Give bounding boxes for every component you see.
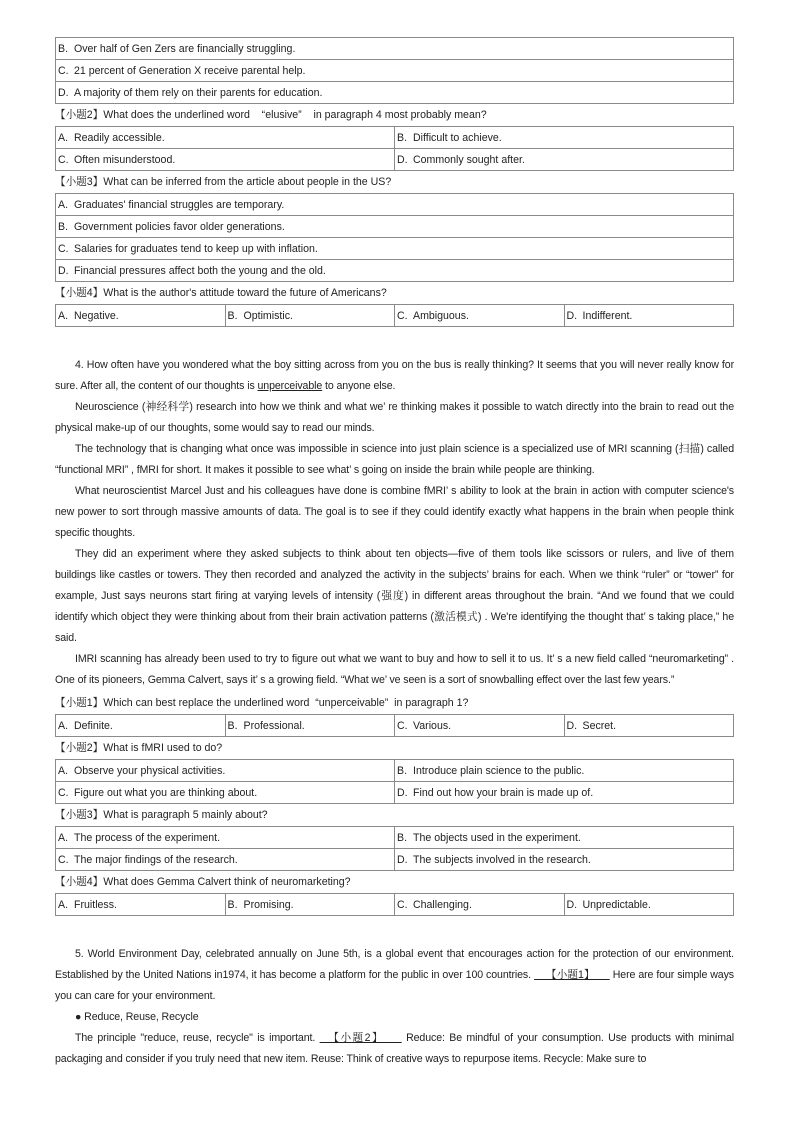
passage-paragraph [55, 1007, 734, 1028]
paragraph-text: Neuroscience (神经科学) research into how we think and what we’ re thinking makes it possible to watch directly into the brain to read out the physical make-up of our thoughts, some would say to read our minds. [55, 401, 734, 434]
question-stem: 【小题2】What is fMRI used to do? [55, 742, 223, 754]
option-text: Often misunderstood. [74, 153, 176, 166]
option-text: Fruitless. [74, 898, 117, 911]
option-cell [395, 715, 565, 737]
paragraph-text: They did an experiment where they asked subjects to think about ten objects—five of them tools like scissors or rulers, and live of them buildings like castles or towers. They then recorded and analyzed the activity in the subjects’ brains for each. When we think “ruler” or “tower” for example, Just says neurons start firing at varying levels of intensity (强度) in different areas throughout the brain. “And we found that we could identify which object they were thinking about from their brain activation patterns (激活模式) . We're identifying the thought that’ s taking place,” he said. [55, 548, 734, 644]
option-cell [56, 782, 395, 804]
option-letter: D. [566, 309, 578, 322]
option-cell [56, 760, 395, 782]
option-text: Find out how your brain is made up of. [413, 786, 594, 799]
option-text: Challenging. [413, 898, 472, 911]
options-row [56, 782, 734, 804]
paragraph-text: Reduce: Be mindful of your consumption. Use products with minimal packaging and consider if you truly need that new item. Reuse: Think of creative ways to repurpose items. Recycle: Make sure to [55, 1032, 735, 1065]
option-letter: D. [566, 898, 578, 911]
options-row [56, 849, 734, 871]
option-text: Government policies favor older generations. [74, 220, 285, 233]
option-cell [395, 149, 734, 171]
question-stem: 【小题2】What does the underlined word “elusive” in paragraph 4 most probably mean? [55, 109, 487, 121]
option-letter: B. [227, 898, 238, 911]
option-text: Graduates' financial struggles are temporary. [74, 198, 285, 211]
underlined-word: unperceivable [257, 380, 323, 392]
question-group [55, 692, 734, 916]
option-text: Financial pressures affect both the young and the old. [74, 264, 326, 277]
option-text: The subjects involved in the research. [413, 853, 591, 866]
options-row [56, 82, 734, 104]
option-text: Readily accessible. [74, 131, 165, 144]
option-text: Indifferent. [582, 309, 633, 322]
option-text: Professional. [243, 719, 305, 732]
question-group [55, 37, 734, 327]
option-letter: A. [58, 764, 69, 777]
options-table [55, 37, 734, 104]
option-letter: C. [58, 64, 69, 77]
question-stem: 【小题3】What is paragraph 5 mainly about? [55, 809, 268, 821]
passage-paragraph [55, 649, 734, 691]
option-cell [564, 305, 734, 327]
option-text: Ambiguous. [413, 309, 469, 322]
option-cell [564, 715, 734, 737]
option-text: Salaries for graduates tend to keep up with inflation. [74, 242, 318, 255]
option-letter: C. [58, 242, 69, 255]
option-cell [56, 216, 734, 238]
options-table [55, 714, 734, 737]
paragraph-text: IMRI scanning has already been used to try to figure out what we want to buy and how to sell it to us. It’ s a new field called “neuromarketing” . One of its pioneers, Gemma Calvert, says it’ s a growing field. “What we’ ve seen is a sort of snowballing effect over the last few years.” [55, 653, 734, 686]
paragraph-text: The technology that is changing what once was impossible in science into just plain science is a specialized use of MRI scanning (扫描) called “functional MRI” , fMRI for short. It makes it possible to see what’ s going on inside the brain while people are thinking. [55, 443, 734, 476]
paragraph-text: 4. How often have you wondered what the boy sitting across from you on the bus is really thinking? It seems that you will never really know for sure. After all, the content of our thoughts is [55, 359, 734, 392]
option-cell [56, 127, 395, 149]
options-table [55, 193, 734, 282]
answer-blank: 【小题1】 [533, 969, 610, 981]
paragraph-text: What neuroscientist Marcel Just and his colleagues have done is combine fMRI’ s ability to look at the brain in action with computer science's new power to sort through massive amounts of data. The goal is to see if they could identify exactly what happens in the brain when people think specific thoughts. [55, 485, 734, 539]
option-letter: A. [58, 198, 69, 211]
option-letter: A. [58, 719, 69, 732]
option-cell [56, 849, 395, 871]
options-row [56, 38, 734, 60]
option-text: The objects used in the experiment. [413, 831, 581, 844]
options-row [56, 894, 734, 916]
option-letter: C. [58, 853, 69, 866]
option-cell [56, 894, 226, 916]
passage-paragraph [55, 439, 734, 481]
options-table [55, 304, 734, 327]
question-stem: 【小题3】What can be inferred from the article about people in the US? [55, 176, 392, 188]
reading-passage [55, 944, 734, 1070]
paragraph-text: The principle "reduce, reuse, recycle" is important. [75, 1032, 320, 1044]
option-letter: A. [58, 309, 69, 322]
option-cell [56, 149, 395, 171]
options-row [56, 238, 734, 260]
option-text: 21 percent of Generation X receive parental help. [74, 64, 306, 77]
option-letter: C. [58, 786, 69, 799]
option-cell [56, 260, 734, 282]
option-cell [395, 305, 565, 327]
option-letter: A. [58, 831, 69, 844]
option-cell [225, 715, 395, 737]
option-text: Figure out what you are thinking about. [74, 786, 258, 799]
option-letter: B. [397, 131, 408, 144]
options-row [56, 760, 734, 782]
option-letter: D. [397, 153, 408, 166]
option-cell [395, 849, 734, 871]
option-text: Promising. [243, 898, 294, 911]
passage-paragraph [55, 944, 734, 1007]
option-text: Introduce plain science to the public. [413, 764, 585, 777]
options-table [55, 893, 734, 916]
options-table [55, 826, 734, 871]
option-cell [56, 82, 734, 104]
option-letter: B. [58, 42, 69, 55]
document-page [55, 37, 734, 1070]
option-text: Various. [413, 719, 452, 732]
option-letter: A. [58, 131, 69, 144]
option-cell [56, 305, 226, 327]
passage-paragraph [55, 355, 734, 397]
paragraph-text: 5. World Environment Day, celebrated annually on June 5th, is a global event that encourages action for the protection of our environment. Established by the United Nations in1974, it has become a platform for the public in over 100 countries. [55, 948, 734, 981]
reading-passage [55, 355, 734, 691]
option-text: Negative. [74, 309, 119, 322]
options-row [56, 305, 734, 327]
option-text: The process of the experiment. [74, 831, 221, 844]
option-letter: D. [397, 853, 408, 866]
paragraph-text: to anyone else. [322, 380, 396, 392]
option-cell [564, 894, 734, 916]
option-letter: D. [566, 719, 578, 732]
options-row [56, 216, 734, 238]
paragraph-text: Here are four simple ways you can care for your environment. [55, 969, 734, 1002]
answer-blank: 【小题2】 [319, 1032, 402, 1044]
options-row [56, 194, 734, 216]
paragraph-text: ● Reduce, Reuse, Recycle [75, 1011, 199, 1023]
option-letter: B. [227, 719, 238, 732]
option-letter: D. [58, 264, 69, 277]
passage-paragraph [55, 544, 734, 649]
option-letter: A. [58, 898, 69, 911]
options-row [56, 149, 734, 171]
option-text: Over half of Gen Zers are financially struggling. [74, 42, 296, 55]
option-text: The major findings of the research. [74, 853, 238, 866]
option-cell [395, 827, 734, 849]
option-cell [56, 827, 395, 849]
option-text: Commonly sought after. [413, 153, 525, 166]
question-stem: 【小题4】What is the author's attitude toward the future of Americans? [55, 287, 387, 299]
option-letter: B. [397, 831, 408, 844]
passage-paragraph [55, 397, 734, 439]
option-cell [56, 38, 734, 60]
passage-paragraph [55, 1028, 734, 1070]
option-text: Secret. [582, 719, 617, 732]
option-text: Unpredictable. [582, 898, 651, 911]
options-row [56, 715, 734, 737]
question-stem: 【小题4】What does Gemma Calvert think of neuromarketing? [55, 876, 351, 888]
option-cell [56, 60, 734, 82]
option-cell [395, 894, 565, 916]
option-letter: D. [397, 786, 408, 799]
options-row [56, 127, 734, 149]
option-cell [56, 194, 734, 216]
option-cell [225, 894, 395, 916]
options-row [56, 827, 734, 849]
option-text: Optimistic. [243, 309, 293, 322]
options-row [56, 260, 734, 282]
option-cell [395, 782, 734, 804]
option-letter: C. [397, 898, 408, 911]
option-text: A majority of them rely on their parents for education. [74, 86, 323, 99]
option-text: Definite. [74, 719, 113, 732]
option-letter: B. [58, 220, 69, 233]
options-row [56, 60, 734, 82]
option-letter: C. [397, 309, 408, 322]
passage-paragraph [55, 481, 734, 544]
option-cell [56, 238, 734, 260]
option-letter: C. [58, 153, 69, 166]
question-stem: 【小题1】Which can best replace the underlined word “unperceivable” in paragraph 1? [55, 697, 469, 709]
option-letter: B. [397, 764, 408, 777]
options-table [55, 126, 734, 171]
option-cell [225, 305, 395, 327]
option-cell [56, 715, 226, 737]
option-letter: D. [58, 86, 69, 99]
option-letter: B. [227, 309, 238, 322]
options-table [55, 759, 734, 804]
option-text: Difficult to achieve. [413, 131, 502, 144]
option-cell [395, 127, 734, 149]
option-text: Observe your physical activities. [74, 764, 226, 777]
option-cell [395, 760, 734, 782]
option-letter: C. [397, 719, 408, 732]
